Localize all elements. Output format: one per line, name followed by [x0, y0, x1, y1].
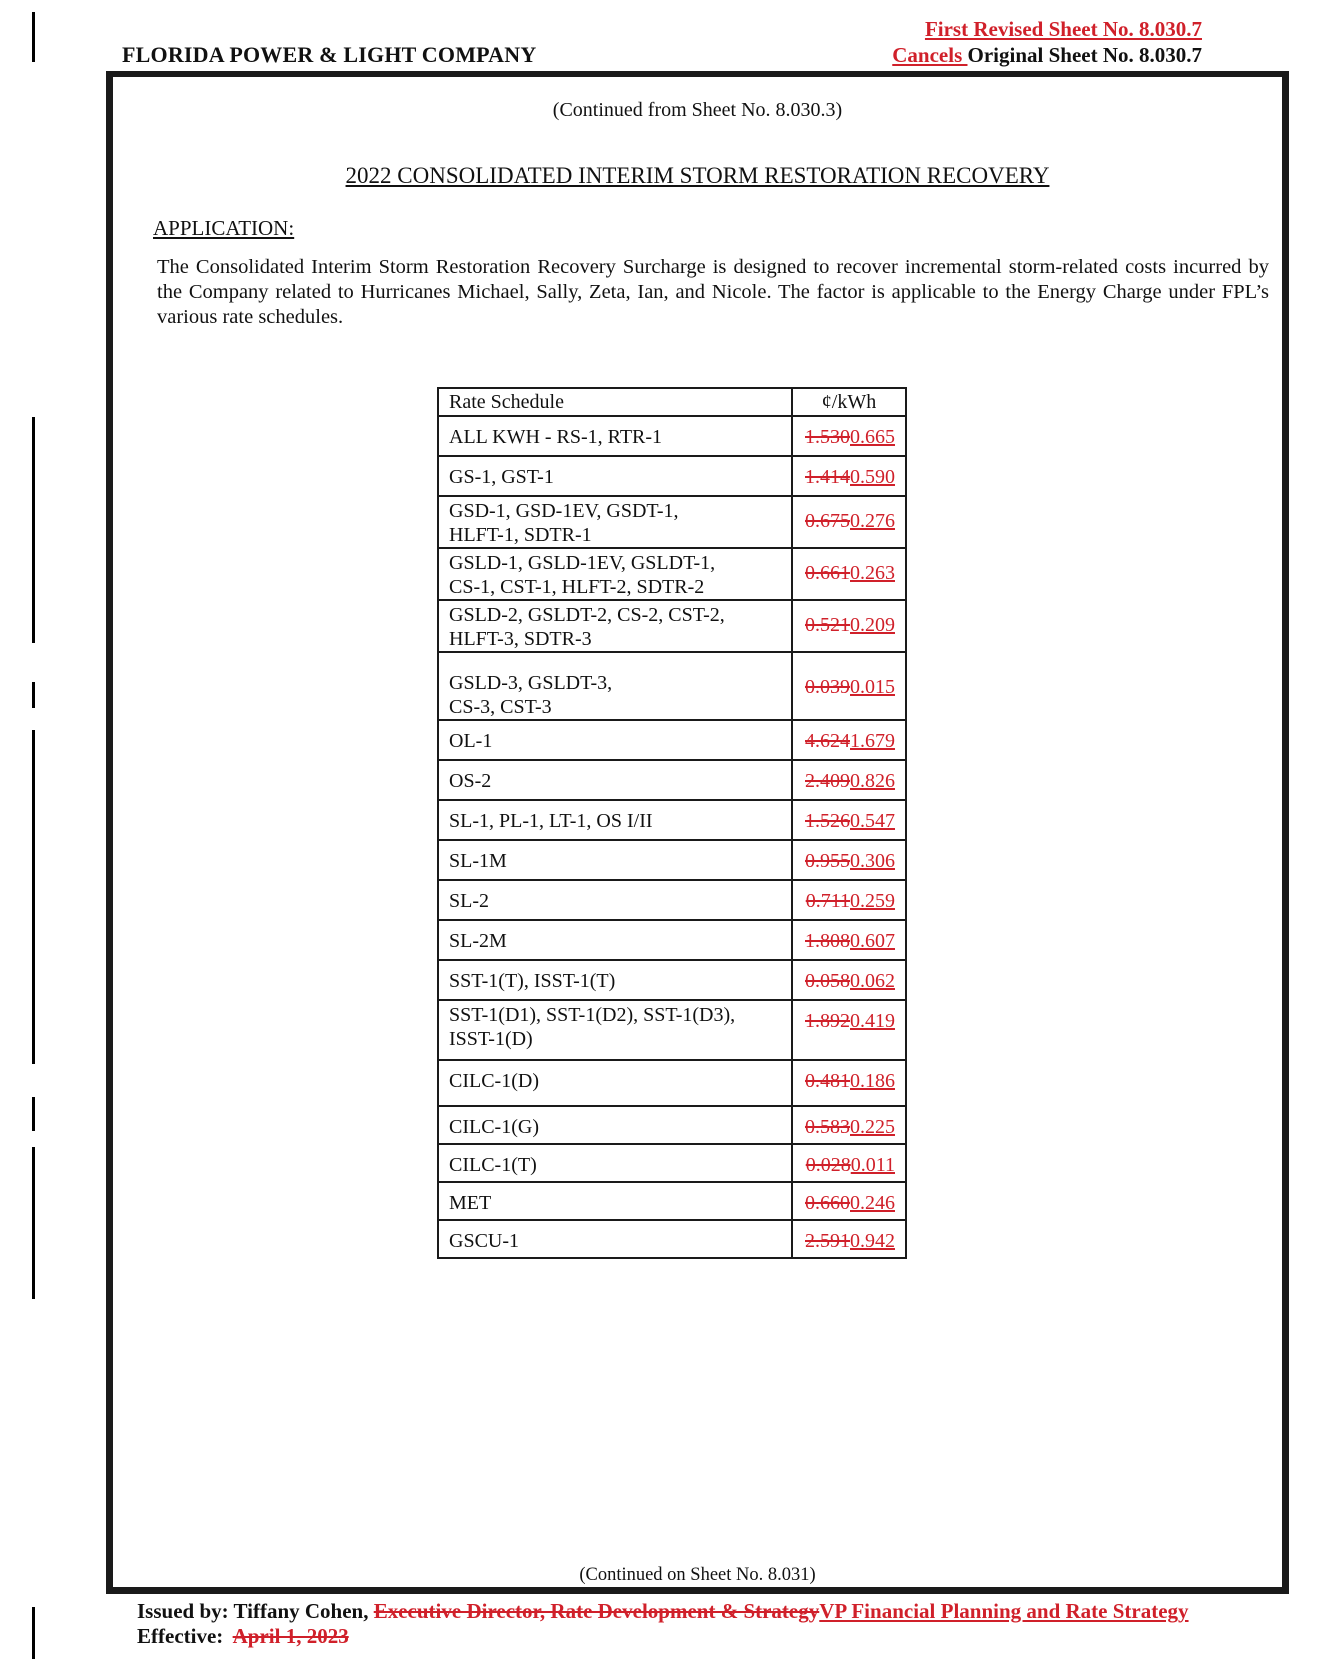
inserted-rate-value: 0.263: [850, 562, 895, 584]
rate-schedule-line: CILC-1(T): [449, 1154, 537, 1176]
table-row: [438, 1220, 906, 1258]
table-row: [438, 880, 906, 920]
inserted-rate-value: 0.826: [850, 770, 895, 792]
rate-value-cell: [792, 1220, 906, 1258]
issued-by-label: Issued by: Tiffany Cohen,: [137, 1599, 374, 1623]
rate-schedule-line: SL-2: [449, 890, 489, 912]
issued-by-deleted-title: Executive Director, Rate Development & Strategy: [373, 1599, 820, 1623]
table-header-row: [438, 388, 906, 416]
deleted-rate-value: 0.583: [805, 1116, 850, 1138]
effective-line: [137, 1624, 1189, 1649]
rate-schedule-cell: [438, 1144, 792, 1182]
table-row: [438, 1000, 906, 1060]
deleted-rate-value: 0.028: [805, 1154, 851, 1176]
continued-on-note: (Continued on Sheet No. 8.031): [579, 1565, 816, 1585]
effective-label: Effective:: [137, 1624, 233, 1648]
deleted-rate-value: 0.675: [805, 510, 850, 532]
cancels-word: Cancels: [892, 43, 968, 67]
rate-value-cell: [792, 760, 906, 800]
inserted-rate-value: 0.306: [850, 850, 895, 872]
rate-schedule-cell: [438, 840, 792, 880]
rate-schedule-cell: [438, 456, 792, 496]
rate-value-cell: [792, 800, 906, 840]
rate-table-body: [438, 416, 906, 1258]
rate-schedule-cell: [438, 548, 792, 600]
table-row: [438, 1144, 906, 1182]
rate-schedule-line: SL-2M: [449, 930, 507, 952]
rate-value-cell: [792, 720, 906, 760]
table-row: [438, 652, 906, 720]
table-row: [438, 600, 906, 652]
change-bar: [32, 1147, 35, 1299]
deleted-rate-value: 1.808: [805, 930, 850, 952]
rate-table: [437, 387, 907, 1259]
rate-schedule-line: ALL KWH - RS-1, RTR-1: [449, 426, 663, 448]
table-row: [438, 840, 906, 880]
revised-sheet-number: First Revised Sheet No. 8.030.7: [924, 17, 1202, 41]
rate-schedule-line: ISST-1(D): [449, 1028, 533, 1050]
rate-value-cell: [792, 840, 906, 880]
inserted-rate-value: 0.419: [850, 1010, 895, 1032]
rate-schedule-cell: [438, 496, 792, 548]
change-bar: [32, 1097, 35, 1131]
rate-value-cell: [792, 1000, 906, 1060]
rate-value-cell: [792, 548, 906, 600]
inserted-rate-value: 0.186: [850, 1070, 895, 1092]
deleted-rate-value: 2.591: [805, 1230, 850, 1252]
page-title-text: 2022 CONSOLIDATED INTERIM STORM RESTORATION RECOVERY: [345, 163, 1050, 188]
table-row: [438, 960, 906, 1000]
deleted-rate-value: 0.039: [805, 676, 850, 698]
rate-schedule-cell: [438, 920, 792, 960]
rate-value-cell: [792, 496, 906, 548]
column-header-rate-schedule: Rate Schedule: [438, 388, 792, 416]
sheet-number-block: [892, 16, 1202, 68]
rate-schedule-line: GSCU-1: [449, 1230, 520, 1252]
rate-schedule-line: CILC-1(G): [449, 1116, 539, 1138]
change-bar: [32, 417, 35, 643]
deleted-rate-value: 0.660: [805, 1192, 850, 1214]
deleted-rate-value: 0.955: [805, 850, 850, 872]
table-row: [438, 800, 906, 840]
rate-value-cell: [792, 652, 906, 720]
rate-value-cell: [792, 456, 906, 496]
rate-schedule-line: SL-1M: [449, 850, 507, 872]
application-heading: APPLICATION:: [153, 216, 295, 240]
table-row: [438, 496, 906, 548]
issued-by-line: [137, 1599, 1189, 1624]
rate-value-cell: [792, 416, 906, 456]
rate-schedule-cell: [438, 1060, 792, 1106]
rate-schedule-cell: [438, 720, 792, 760]
continued-from-note: (Continued from Sheet No. 8.030.3): [552, 99, 843, 121]
page-title: [113, 163, 1282, 189]
rate-schedule-line: HLFT-3, SDTR-3: [449, 628, 592, 650]
deleted-rate-value: 4.624: [805, 730, 850, 752]
rate-value-cell: [792, 880, 906, 920]
rate-schedule-cell: [438, 652, 792, 720]
deleted-rate-value: 0.521: [805, 614, 850, 636]
deleted-rate-value: 0.481: [805, 1070, 850, 1092]
deleted-rate-value: 0.711: [805, 890, 850, 912]
issuance-footer: [137, 1599, 1189, 1649]
deleted-rate-value: 1.414: [805, 466, 850, 488]
rate-value-cell: [792, 1182, 906, 1220]
inserted-rate-value: 0.942: [850, 1230, 895, 1252]
rate-schedule-line: GSLD-1, GSLD-1EV, GSLDT-1,: [449, 552, 716, 574]
rate-schedule-cell: [438, 880, 792, 920]
rate-schedule-cell: [438, 960, 792, 1000]
tariff-sheet-frame: [106, 71, 1289, 1594]
rate-schedule-line: CS-1, CST-1, HLFT-2, SDTR-2: [449, 576, 705, 598]
cancels-line: [892, 42, 1202, 68]
rate-value-cell: [792, 960, 906, 1000]
inserted-rate-value: 0.259: [850, 890, 895, 912]
table-row: [438, 720, 906, 760]
table-row: [438, 1060, 906, 1106]
inserted-rate-value: 0.246: [850, 1192, 895, 1214]
rate-schedule-line: OL-1: [449, 730, 493, 752]
inserted-rate-value: 0.209: [850, 614, 895, 636]
deleted-rate-value: 1.530: [805, 426, 850, 448]
rate-schedule-line: SST-1(T), ISST-1(T): [449, 970, 616, 992]
rate-schedule-line: GS-1, GST-1: [449, 466, 554, 488]
change-bar: [32, 1607, 35, 1659]
rate-value-cell: [792, 920, 906, 960]
rate-value-cell: [792, 600, 906, 652]
rate-schedule-line: SST-1(D1), SST-1(D2), SST-1(D3),: [449, 1004, 736, 1026]
rate-schedule-cell: [438, 416, 792, 456]
change-bar: [32, 682, 35, 708]
inserted-rate-value: 0.590: [850, 466, 895, 488]
inserted-rate-value: 0.011: [850, 1154, 895, 1176]
rate-schedule-line: GSLD-3, GSLDT-3,: [449, 672, 613, 694]
table-row: [438, 548, 906, 600]
effective-deleted-date: April 1, 2023: [232, 1624, 349, 1648]
deleted-rate-value: 1.892: [805, 1010, 850, 1032]
inserted-rate-value: 0.665: [850, 426, 895, 448]
deleted-rate-value: 0.661: [805, 562, 850, 584]
rate-value-cell: [792, 1144, 906, 1182]
rate-schedule-line: MET: [449, 1192, 492, 1214]
rate-value-cell: [792, 1060, 906, 1106]
table-row: [438, 1182, 906, 1220]
rate-schedule-line: SL-1, PL-1, LT-1, OS I/II: [449, 810, 653, 832]
rate-schedule-cell: [438, 1000, 792, 1060]
deleted-rate-value: 0.058: [805, 970, 850, 992]
inserted-rate-value: 0.607: [850, 930, 895, 952]
rate-schedule-cell: [438, 760, 792, 800]
rate-schedule-line: HLFT-1, SDTR-1: [449, 524, 592, 546]
inserted-rate-value: 0.225: [850, 1116, 895, 1138]
rate-schedule-cell: [438, 800, 792, 840]
inserted-rate-value: 0.062: [850, 970, 895, 992]
rate-schedule-line: CILC-1(D): [449, 1070, 539, 1092]
cancelled-sheet-number: Original Sheet No. 8.030.7: [967, 43, 1202, 67]
table-row: [438, 1106, 906, 1144]
inserted-rate-value: 1.679: [850, 730, 895, 752]
rate-schedule-cell: [438, 1220, 792, 1258]
rate-schedule-line: OS-2: [449, 770, 492, 792]
issued-by-inserted-title: VP Financial Planning and Rate Strategy: [819, 1599, 1189, 1623]
table-row: [438, 456, 906, 496]
column-header-cents-per-kwh: ¢/kWh: [792, 388, 906, 416]
application-paragraph: The Consolidated Interim Storm Restoration Recovery Surcharge is designed to recover incremental storm-related costs incurred by the Company related to Hurricanes Michael, Sally, Zeta, Ian, and Nicole. The factor is applicable to the Energy Charge under FPL’s various rate schedules.: [157, 256, 1269, 328]
table-row: [438, 416, 906, 456]
rate-schedule-line: GSLD-2, GSLDT-2, CS-2, CST-2,: [449, 604, 725, 626]
table-row: [438, 760, 906, 800]
rate-schedule-cell: [438, 600, 792, 652]
deleted-rate-value: 2.409: [805, 770, 850, 792]
rate-schedule-line: GSD-1, GSD-1EV, GSDT-1,: [449, 500, 679, 522]
change-bar: [32, 730, 35, 1064]
inserted-rate-value: 0.547: [850, 810, 895, 832]
inserted-rate-value: 0.276: [850, 510, 895, 532]
table-row: [438, 920, 906, 960]
rate-schedule-line: CS-3, CST-3: [449, 696, 552, 718]
change-bar: [32, 12, 35, 62]
rate-schedule-cell: [438, 1182, 792, 1220]
rate-schedule-cell: [438, 1106, 792, 1144]
rate-value-cell: [792, 1106, 906, 1144]
company-name: FLORIDA POWER & LIGHT COMPANY: [122, 42, 537, 67]
inserted-rate-value: 0.015: [850, 676, 895, 698]
deleted-rate-value: 1.526: [805, 810, 850, 832]
